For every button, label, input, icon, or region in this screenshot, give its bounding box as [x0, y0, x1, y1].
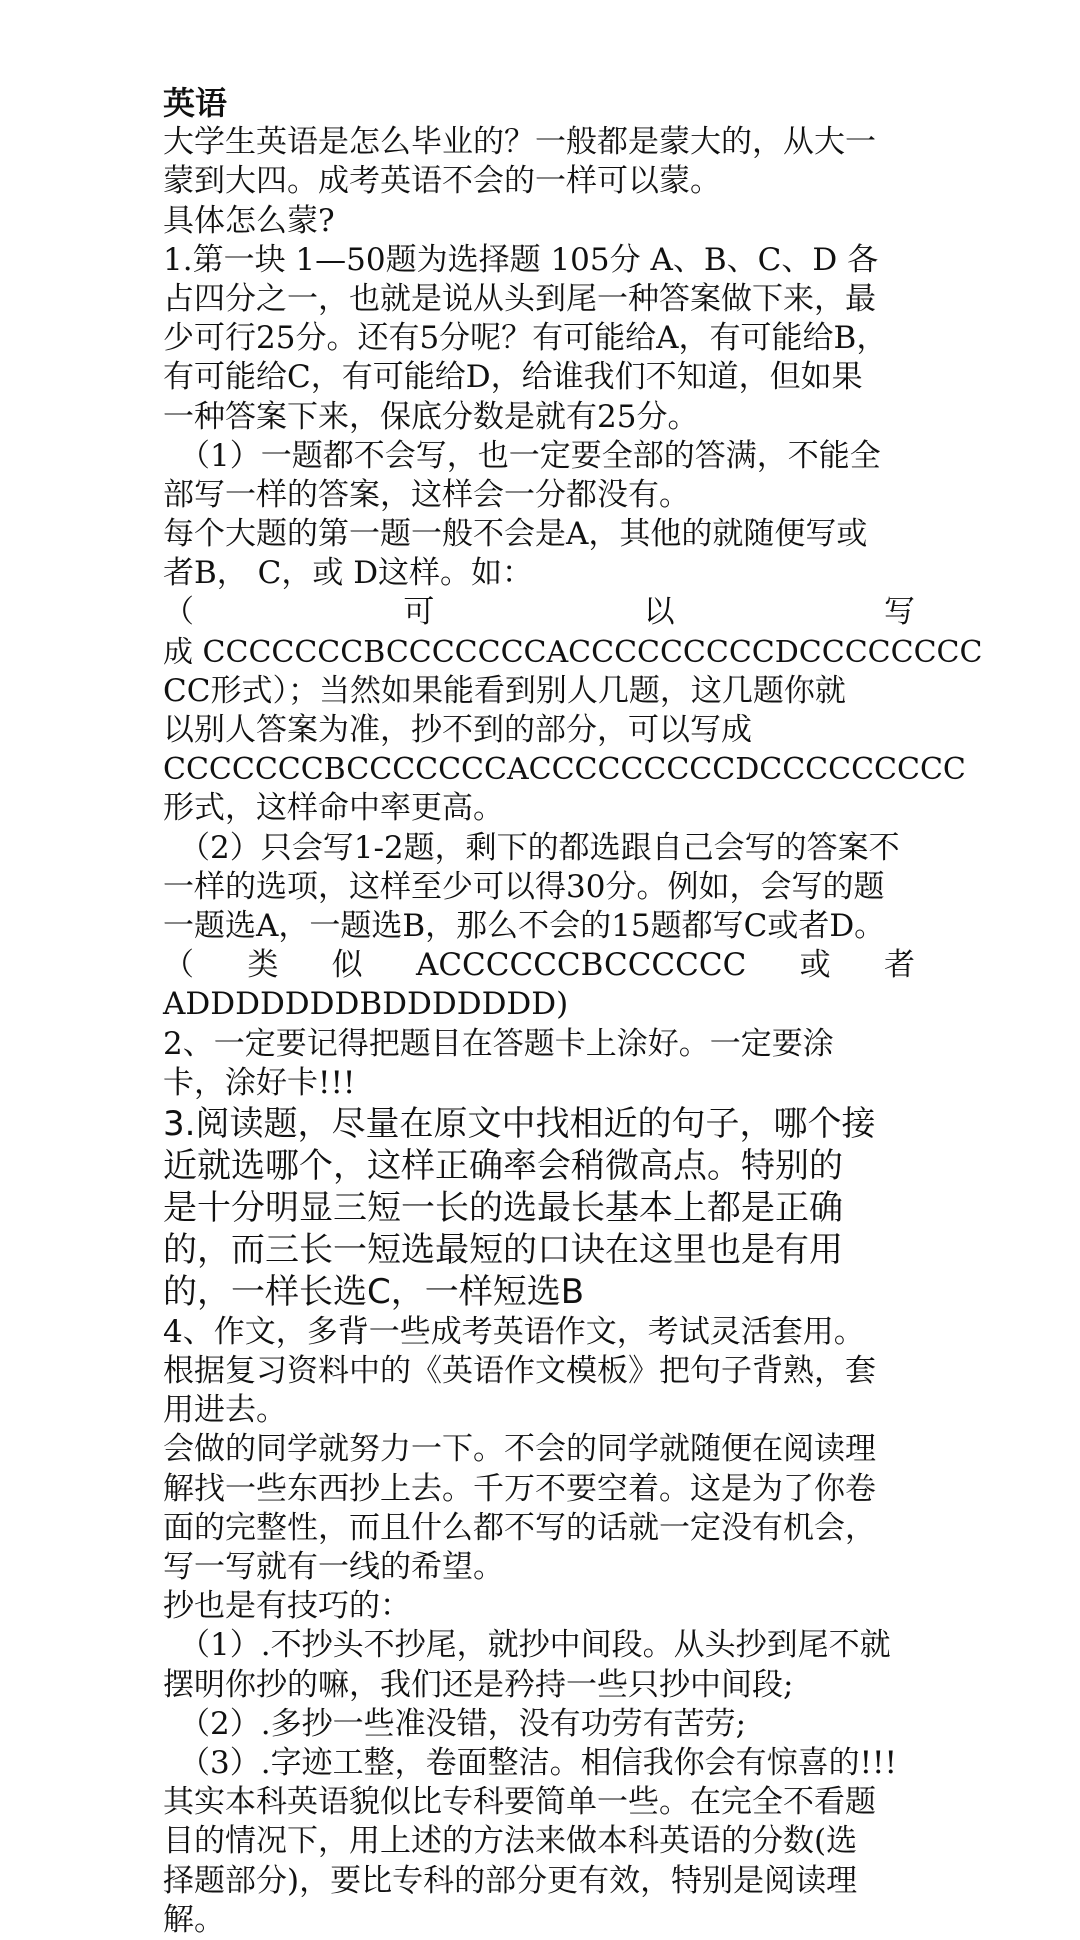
text-line: 一题选A，一题选B，那么不会的15题都写C或者D。 [163, 907, 886, 944]
justified-word: 可 [403, 594, 435, 631]
text-line: 解。 [163, 1901, 225, 1938]
text-line: 1.第一块 1—50题为选择题 105分 A、B、C、D 各 [163, 241, 879, 278]
text-line: 4、作文，多背一些成考英语作文，考试灵活套用。 [163, 1313, 865, 1350]
text-line: （1）一题都不会写，也一定要全部的答满，不能全 [179, 437, 881, 474]
text-line: 以别人答案为准，抄不到的部分，可以写成 [163, 712, 752, 748]
text-line: 摆明你抄的嘛，我们还是矜持一些只抄中间段; [163, 1666, 794, 1703]
text-line: ADDDDDDDBDDDDDDD) [163, 986, 569, 1023]
document-title: 英语 [163, 84, 228, 122]
text-line: 的，一样长选C，一样短选B [163, 1271, 585, 1312]
text-line: 择题部分)，要比专科的部分更有效，特别是阅读理 [163, 1862, 858, 1899]
justified-word: 者 [883, 947, 915, 984]
text-line: 抄也是有技巧的： [163, 1588, 411, 1625]
justified-word: 以 [643, 594, 675, 631]
text-line: 蒙到大四。成考英语不会的一样可以蒙。 [163, 163, 721, 200]
text-line: 会做的同学就努力一下。不会的同学就随便在阅读理 [163, 1431, 876, 1468]
text-line: 其实本科英语貌似比专科要简单一些。在完全不看题 [163, 1784, 876, 1821]
text-line: 一样的选项，这样至少可以得30分。例如，会写的题 [163, 868, 885, 905]
text-line: 是十分明显三短一长的选最长基本上都是正确 [163, 1187, 843, 1228]
text-line: 形式，这样命中率更高。 [163, 790, 504, 827]
justified-word: ACCCCCCBCCCCCC [415, 947, 747, 984]
text-line: CC形式）；当然如果能看到别人几题，这几题你就 [163, 672, 846, 709]
text-line: 用进去。 [163, 1392, 287, 1429]
justified-line [163, 946, 915, 985]
justified-word: 写 [883, 594, 915, 631]
text-line: 占四分之一，也就是说从头到尾一种答案做下来，最 [163, 280, 876, 317]
justified-line [163, 593, 915, 632]
text-line: 成 CCCCCCCBCCCCCCCACCCCCCCCCDCCCCCCCC [163, 634, 983, 670]
justified-word: （ [163, 594, 194, 631]
text-line: （2）.多抄一些准没错，没有功劳有苦劳; [179, 1705, 747, 1742]
text-line: 大学生英语是怎么毕业的？一般都是蒙大的，从大一 [163, 124, 876, 161]
text-line: 面的完整性，而且什么都不写的话就一定没有机会， [163, 1509, 876, 1546]
justified-word: 似 [331, 947, 363, 984]
text-line: 3.阅读题，尽量在原文中找相近的句子，哪个接 [163, 1103, 876, 1144]
text-line: （2）只会写1-2题，剩下的都选跟自己会写的答案不 [179, 829, 900, 866]
text-line: 根据复习资料中的《英语作文模板》把句子背熟，套 [163, 1353, 876, 1390]
text-line: （1）.不抄头不抄尾，就抄中间段。从头抄到尾不就 [179, 1627, 891, 1664]
text-line: 写一写就有一线的希望。 [163, 1549, 504, 1585]
text-line: 具体怎么蒙? [163, 202, 335, 239]
text-line: CCCCCCCBCCCCCCCACCCCCCCCCDCCCCCCCCC [163, 752, 966, 788]
text-line: 近就选哪个，这样正确率会稍微高点。特别的 [163, 1145, 843, 1186]
text-line: 2、一定要记得把题目在答题卡上涂好。一定要涂 [163, 1025, 834, 1062]
text-line: （3）.字迹工整，卷面整洁。相信我你会有惊喜的!!! [179, 1744, 897, 1781]
text-line: 一种答案下来，保底分数是就有25分。 [163, 398, 699, 435]
text-line: 解找一些东西抄上去。千万不要空着。这是为了你卷 [163, 1470, 876, 1507]
justified-word: 类 [247, 947, 279, 984]
text-line: 者B， C，或 D这样。如： [163, 555, 534, 592]
text-line: 的，而三长一短选最短的口诀在这里也是有用 [163, 1229, 843, 1270]
text-line: 每个大题的第一题一般不会是A，其他的就随便写或 [163, 516, 868, 553]
justified-word: 或 [799, 947, 831, 984]
text-line: 部写一样的答案，这样会一分都没有。 [163, 476, 690, 513]
text-line: 卡，涂好卡!!! [163, 1064, 356, 1101]
justified-word: （ [163, 947, 194, 984]
text-line: 少可行25分。还有5分呢？有可能给A，有可能给B， [163, 320, 888, 357]
text-line: 有可能给C，有可能给D，给谁我们不知道，但如果 [163, 359, 863, 396]
text-line: 目的情况下，用上述的方法来做本科英语的分数(选 [163, 1823, 858, 1860]
document-body [163, 84, 983, 1940]
